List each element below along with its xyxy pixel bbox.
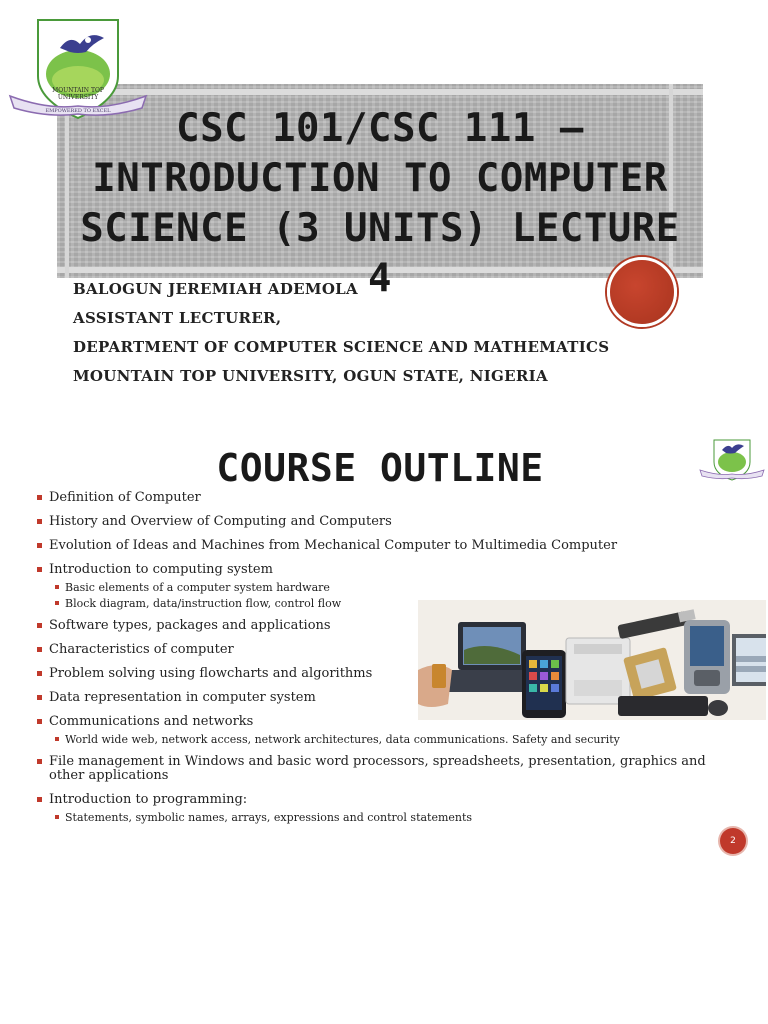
author-department: DEPARTMENT OF COMPUTER SCIENCE AND MATHEMATICS <box>73 338 610 356</box>
outline-slide <box>0 420 768 880</box>
title-line: CSC 101/CSC 111 – <box>176 106 584 151</box>
title-line: INTRODUCTION TO COMPUTER <box>92 156 668 201</box>
list-item: Problem solving using flowcharts and algorithms <box>37 667 737 681</box>
list-item: File management in Windows and basic word processors, spreadsheets, presentation, graphics and other applications <box>37 755 737 783</box>
sub-list-item: Basic elements of a computer system hardware <box>37 581 737 594</box>
list-item: Data representation in computer system <box>37 691 737 705</box>
devices-photo <box>418 600 766 720</box>
list-item: Introduction to programming: <box>37 793 737 807</box>
list-item: Evolution of Ideas and Machines from Mechanical Computer to Multimedia Computer <box>37 539 737 553</box>
sub-list-item: Block diagram, data/instruction flow, control flow <box>37 597 737 610</box>
author-block <box>73 280 633 396</box>
logo-name-line: UNIVERSITY <box>57 94 99 101</box>
sub-list-item: World wide web, network access, network architectures, data communications. Safety and security <box>37 733 737 746</box>
list-item: Communications and networks <box>37 715 737 729</box>
band-stripe <box>57 89 703 95</box>
university-logo-small <box>698 438 766 482</box>
logo-name-line: MOUNTAIN TOP <box>52 87 104 94</box>
title-slide <box>0 0 768 400</box>
author-institution: MOUNTAIN TOP UNIVERSITY, OGUN STATE, NIGERIA <box>73 367 548 385</box>
sub-list-item: Statements, symbolic names, arrays, expressions and control statements <box>37 811 737 824</box>
list-item: Software types, packages and applications <box>37 619 737 633</box>
list-item: Definition of Computer <box>37 491 737 505</box>
logo-ribbon-text: EMPOWERED TO EXCEL <box>45 108 111 114</box>
list-item: Introduction to computing system <box>37 563 737 577</box>
slide-title <box>70 104 690 304</box>
author-name: BALOGUN JEREMIAH ADEMOLA <box>73 280 358 298</box>
slide-title: COURSE OUTLINE <box>216 446 544 490</box>
title-line: SCIENCE (3 UNITS) LECTURE 4 <box>80 206 680 301</box>
author-role: ASSISTANT LECTURER, <box>73 309 282 327</box>
list-item: Characteristics of computer <box>37 643 737 657</box>
page-number-badge: 2 <box>720 828 746 854</box>
university-logo <box>8 18 148 122</box>
list-item: History and Overview of Computing and Computers <box>37 515 737 529</box>
